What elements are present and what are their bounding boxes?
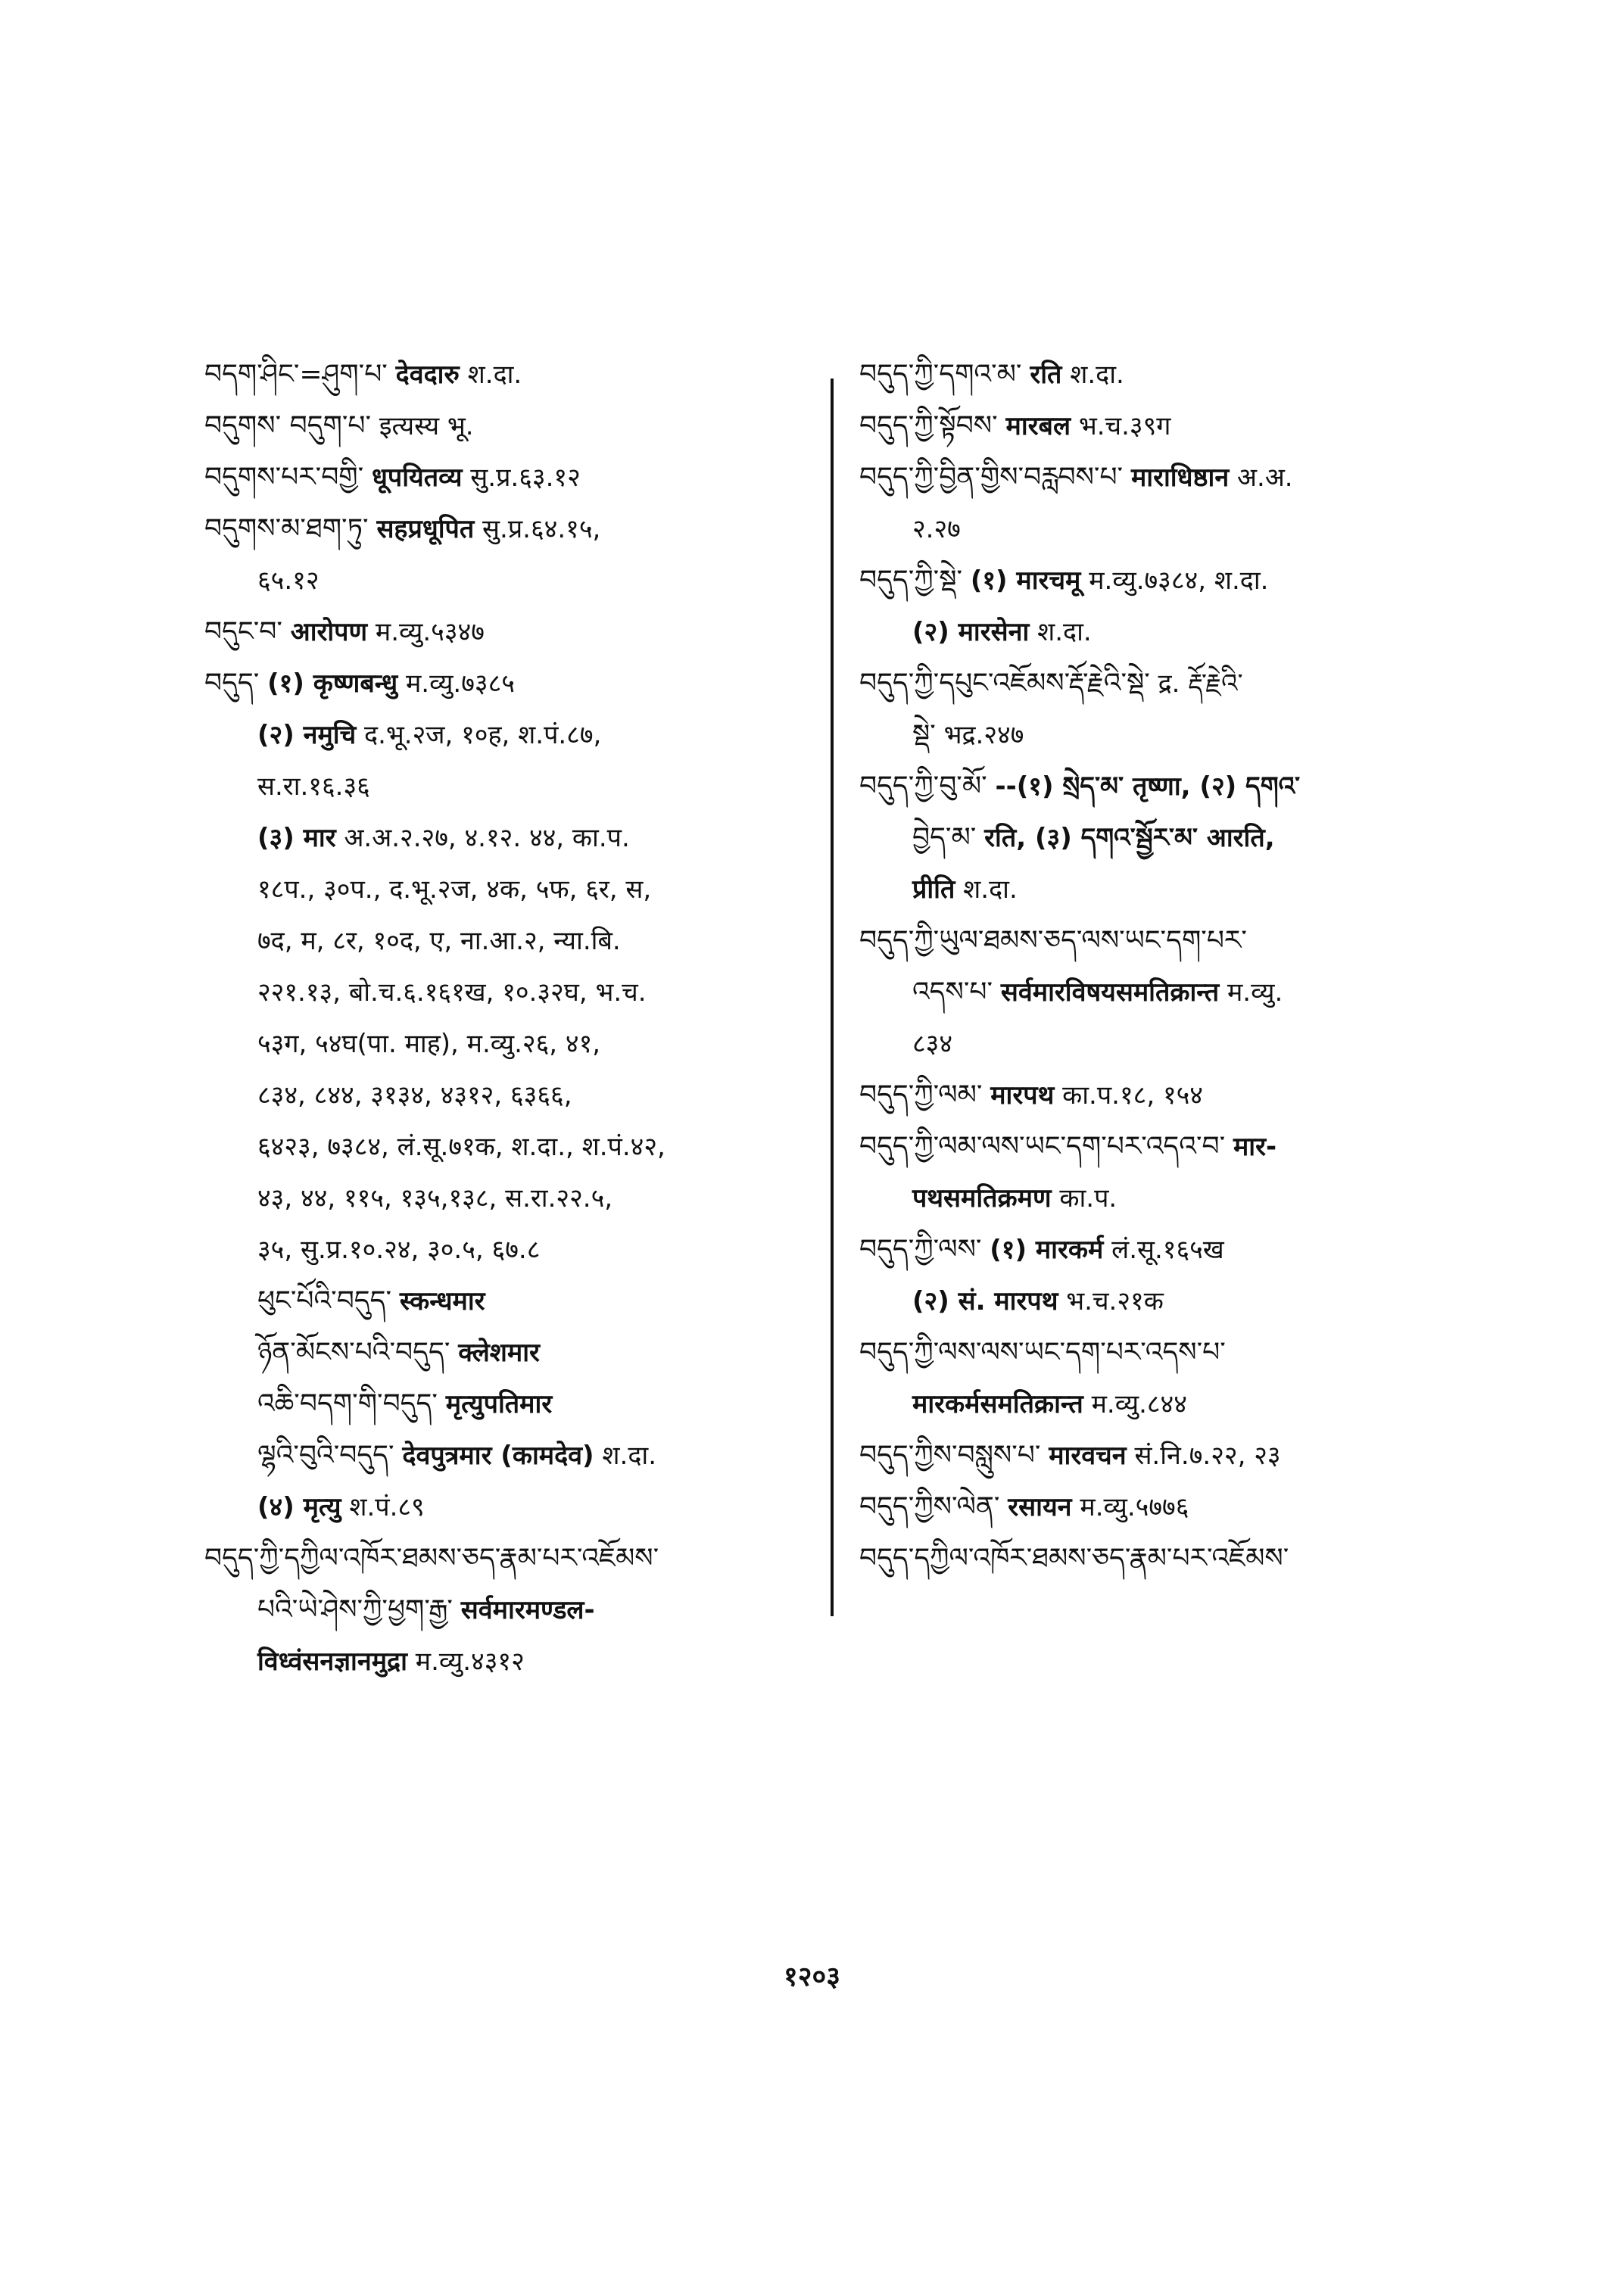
entry-line bbox=[204, 407, 818, 459]
tibetan-term: ཉོན་མོངས་པའི་བདུད་ bbox=[257, 1337, 450, 1368]
sanskrit-term: आरोपण bbox=[290, 617, 368, 647]
entry-line bbox=[204, 1643, 818, 1694]
sanskrit-term: देवपुत्रमार (कामदेव) bbox=[402, 1441, 594, 1471]
tibetan-term: བདུགས་པར་བགྱི་ bbox=[204, 462, 364, 493]
entry-line bbox=[204, 510, 818, 562]
sanskrit-term: रति, (३) དགའ་སྦྱོར་མ་ आरति, bbox=[984, 823, 1275, 853]
reference: श.दा. bbox=[602, 1441, 657, 1471]
entry-line bbox=[859, 1385, 1457, 1437]
tibetan-term: བདུད་ཀྱི་ལམ་ལས་ཡང་དག་པར་འདའ་བ་ bbox=[859, 1131, 1226, 1162]
sanskrit-term: (४) मृत्यु bbox=[257, 1492, 341, 1522]
entry-line bbox=[204, 1385, 818, 1437]
sanskrit-term: (१) मारचमू bbox=[970, 565, 1081, 596]
sanskrit-term: (२) मारसेना bbox=[912, 617, 1030, 647]
entry-line bbox=[859, 1025, 1457, 1076]
sanskrit-term: रसायन bbox=[1008, 1492, 1072, 1522]
sanskrit-term: मारकर्मसमतिक्रान्त bbox=[912, 1389, 1083, 1419]
tibetan-term: ལྷའི་བུའི་བདུད་ bbox=[257, 1440, 394, 1471]
reference: श.दा. bbox=[963, 874, 1018, 905]
tibetan-term: བདུད་ཀྱི་ལས་ bbox=[859, 1234, 982, 1265]
tibetan-term: བདག་ཤིང་=ཤུག་པ་ bbox=[204, 359, 388, 390]
page-number: १२०३ bbox=[784, 1961, 840, 1992]
entry-line bbox=[859, 1282, 1457, 1334]
tibetan-term: བདུང་བ་ bbox=[204, 616, 282, 647]
left-column bbox=[204, 356, 818, 1694]
reference: २.२७ bbox=[912, 514, 961, 544]
entry-line bbox=[859, 356, 1457, 407]
entry-line bbox=[204, 1025, 818, 1076]
reference: ६४२३, ७३८४, लं.सू.७१क, श.दा., श.पं.४२, bbox=[257, 1132, 665, 1162]
entry-line bbox=[859, 1488, 1457, 1540]
reference: अ.अ.२.२७, ४.१२. ४४, का.प. bbox=[344, 823, 630, 853]
reference: ५३ग, ५४घ(पा. माह), म.व्यु.२६, ४१, bbox=[257, 1029, 601, 1059]
sanskrit-term: मारपथ bbox=[990, 1080, 1055, 1111]
reference: श.दा. bbox=[1070, 360, 1124, 390]
tibetan-term: བདུད་ཀྱིས་ལེན་ bbox=[859, 1491, 1000, 1522]
entry-line bbox=[859, 613, 1457, 665]
reference: श.दा. bbox=[1037, 617, 1092, 647]
entry-line bbox=[204, 1231, 818, 1282]
entry-line bbox=[859, 819, 1457, 871]
entry-line bbox=[204, 871, 818, 922]
reference: म.व्यु.८४४ bbox=[1091, 1389, 1187, 1419]
entry-line bbox=[859, 716, 1457, 768]
sanskrit-term: मृत्युपतिमार bbox=[445, 1389, 553, 1419]
sanskrit-term: मारबल bbox=[1005, 411, 1071, 441]
entry-line bbox=[859, 665, 1457, 716]
reference: ३५, सु.प्र.१०.२४, ३०.५, ६७.८ bbox=[257, 1235, 541, 1265]
reference: इत्यस्य भू. bbox=[379, 411, 474, 441]
reference: का.प. bbox=[1059, 1183, 1117, 1213]
reference: अ.अ. bbox=[1237, 463, 1293, 493]
reference: ७द, म, ८र, १०द, ए, ना.आ.२, न्या.बि. bbox=[257, 926, 621, 956]
entry-line bbox=[204, 974, 818, 1025]
tibetan-term: བདུད་ཀྱི་དཔུང་འཇོམས་རྡོ་རྗེའི་སྡེ་ bbox=[859, 668, 1150, 699]
entry-line bbox=[204, 356, 818, 407]
sanskrit-term: पथसमतिक्रमण bbox=[912, 1183, 1052, 1213]
entry-line bbox=[204, 1334, 818, 1385]
entry-line bbox=[204, 922, 818, 974]
tibetan-term: བདུད་ཀྱི་དགའ་མ་ bbox=[859, 359, 1022, 390]
tibetan-term: བདུགས་མ་ཐག་ཏུ་ bbox=[204, 513, 369, 544]
entry-line bbox=[859, 1334, 1457, 1385]
entry-line bbox=[204, 1076, 818, 1128]
entry-line bbox=[859, 1076, 1457, 1128]
reference: का.प.१८, १५४ bbox=[1062, 1080, 1203, 1111]
sanskrit-term: सर्वमारमण्डल- bbox=[460, 1595, 595, 1625]
sanskrit-term: मारवचन bbox=[1049, 1441, 1127, 1471]
sanskrit-term: (२) सं. मारपथ bbox=[912, 1286, 1058, 1316]
sanskrit-term: प्रीति bbox=[912, 874, 955, 905]
reference: म.व्यु.७३८४, श.दा. bbox=[1089, 565, 1269, 596]
reference: म.व्यु.७३८५ bbox=[405, 668, 515, 699]
entry-line bbox=[859, 1540, 1457, 1591]
tibetan-term: བདུད་དཀྱིལ་འཁོར་ཐམས་ཅད་རྣམ་པར་འཇོམས་ bbox=[859, 1543, 1289, 1574]
tibetan-term: བདུད་ཀྱི་བུ་མོ་ bbox=[859, 771, 987, 802]
entry-line bbox=[204, 562, 818, 613]
sanskrit-term: मार- bbox=[1233, 1132, 1277, 1162]
sanskrit-term: (३) मार bbox=[257, 823, 336, 853]
reference: सं.नि.७.२२, २३ bbox=[1134, 1441, 1281, 1471]
reference: भ.च.२१क bbox=[1066, 1286, 1164, 1316]
entry-line bbox=[859, 1437, 1457, 1488]
sanskrit-term: सहप्रधूपित bbox=[376, 514, 475, 544]
entry-line bbox=[204, 1282, 818, 1334]
entry-line bbox=[859, 974, 1457, 1025]
tibetan-term: སྡེ་ bbox=[912, 719, 936, 750]
column-divider bbox=[831, 379, 834, 1616]
sanskrit-term: माराधिष्ठान bbox=[1130, 463, 1230, 493]
sanskrit-term: धूपयितव्य bbox=[371, 463, 463, 493]
sanskrit-term: (२) नमुचि bbox=[257, 720, 357, 750]
tibetan-term: བདུད་ཀྱིས་བསླུས་པ་ bbox=[859, 1440, 1041, 1471]
sanskrit-term: रति bbox=[1030, 360, 1062, 390]
entry-line bbox=[859, 407, 1457, 459]
tibetan-term: འདས་པ་ bbox=[912, 977, 993, 1008]
sanskrit-term: स्कन्धमार bbox=[399, 1286, 485, 1316]
right-column bbox=[859, 356, 1457, 1591]
tibetan-term: པའི་ཡེ་ཤེས་ཀྱི་ཕྱག་རྒྱ་ bbox=[257, 1594, 453, 1625]
reference: ४३, ४४, ११५, १३५,१३८, स.रा.२२.५, bbox=[257, 1183, 613, 1213]
entry-line bbox=[204, 1437, 818, 1488]
sanskrit-term: (१) कृष्णबन्धु bbox=[267, 668, 398, 699]
tibetan-term: བྱེད་མ་ bbox=[912, 822, 977, 853]
reference: ६५.१२ bbox=[257, 565, 320, 596]
reference: द्र. རྡོ་རྗེའི་ bbox=[1158, 668, 1243, 699]
tibetan-term: བདུད་ཀྱི་ཡུལ་ཐམས་ཅད་ལས་ཡང་དག་པར་ bbox=[859, 925, 1247, 956]
tibetan-term: བདུད་ཀྱི་སྡེ་ bbox=[859, 565, 963, 596]
reference: म.व्यु.५३४७ bbox=[375, 617, 485, 647]
sanskrit-term: सर्वमारविषयसमतिक्रान्त bbox=[1000, 977, 1220, 1008]
reference: १८प., ३०प., द.भू.२ज, ४क, ५फ, ६र, स, bbox=[257, 874, 652, 905]
tibetan-term: ཕུང་པོའི་བདུད་ bbox=[257, 1285, 392, 1316]
sanskrit-term: क्लेशमार bbox=[458, 1338, 540, 1368]
sanskrit-term: --(१) སྲེད་མ་ तृष्णा, (२) དགའ་ bbox=[995, 771, 1301, 802]
entry-line bbox=[859, 922, 1457, 974]
entry-line bbox=[204, 819, 818, 871]
reference: भद्र.२४७ bbox=[943, 720, 1024, 750]
entry-line bbox=[859, 562, 1457, 613]
reference: स.रा.१६.३६ bbox=[257, 771, 370, 802]
reference: ८३४ bbox=[912, 1029, 953, 1059]
tibetan-term: བདུད་ཀྱི་ལམ་ bbox=[859, 1080, 983, 1111]
tibetan-term: བདུགས་ བདུག་པ་ bbox=[204, 410, 372, 441]
sanskrit-term: विध्वंसनज्ञानमुद्रा bbox=[257, 1647, 407, 1677]
reference: ८३४, ८४४, ३१३४, ४३१२, ६३६६, bbox=[257, 1080, 572, 1111]
entry-line bbox=[204, 1591, 818, 1643]
tibetan-term: འཆི་བདག་གི་བདུད་ bbox=[257, 1388, 438, 1419]
entry-line bbox=[859, 1179, 1457, 1231]
entry-line bbox=[204, 1128, 818, 1179]
tibetan-term: བདུད་ཀྱི་སྟོབས་ bbox=[859, 410, 998, 441]
sanskrit-term: देवदारु bbox=[395, 360, 460, 390]
entry-line bbox=[204, 1179, 818, 1231]
entry-line bbox=[204, 1488, 818, 1540]
tibetan-term: བདུད་ bbox=[204, 668, 260, 699]
entry-line bbox=[859, 510, 1457, 562]
entry-line bbox=[859, 459, 1457, 510]
reference: भ.च.३९ग bbox=[1078, 411, 1171, 441]
entry-line bbox=[204, 613, 818, 665]
reference: सु.प्र.६४.१५, bbox=[482, 514, 601, 544]
reference: म.व्यु.४३१२ bbox=[415, 1647, 525, 1677]
reference: श.दा. bbox=[467, 360, 522, 390]
entry-line bbox=[204, 459, 818, 510]
tibetan-term: བདུད་ཀྱི་དཀྱིལ་འཁོར་ཐམས་ཅད་རྣམ་པར་འཇོམས་ bbox=[204, 1543, 659, 1574]
reference: म.व्यु.५७७६ bbox=[1080, 1492, 1189, 1522]
entry-line bbox=[204, 665, 818, 716]
entry-line bbox=[204, 768, 818, 819]
reference: २२१.१३, बो.च.६.१६१ख, १०.३२घ, भ.च. bbox=[257, 977, 647, 1008]
reference: लं.सू.१६५ख bbox=[1111, 1235, 1224, 1265]
sanskrit-term: (१) मारकर्म bbox=[990, 1235, 1104, 1265]
entry-line bbox=[204, 1540, 818, 1591]
entry-line bbox=[859, 871, 1457, 922]
entry-line bbox=[859, 1128, 1457, 1179]
entry-line bbox=[859, 1231, 1457, 1282]
reference: म.व्यु. bbox=[1227, 977, 1283, 1008]
entry-line bbox=[859, 768, 1457, 819]
reference: श.पं.८९ bbox=[349, 1492, 425, 1522]
tibetan-term: བདུད་ཀྱི་བྱིན་གྱིས་བརླབས་པ་ bbox=[859, 462, 1124, 493]
tibetan-term: བདུད་ཀྱི་ལས་ལས་ཡང་དག་པར་འདས་པ་ bbox=[859, 1337, 1226, 1368]
reference: सु.प्र.६३.१२ bbox=[470, 463, 581, 493]
entry-line bbox=[204, 716, 818, 768]
reference: द.भू.२ज, १०ह, श.पं.८७, bbox=[364, 720, 602, 750]
